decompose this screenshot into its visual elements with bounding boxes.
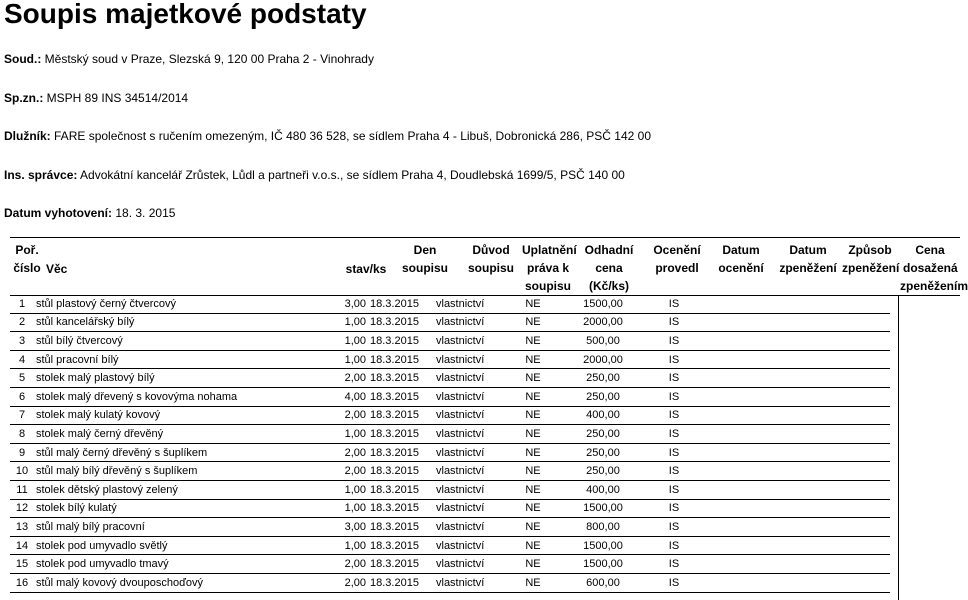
table-cell: NE	[525, 353, 541, 366]
table-cell: vlastnictví	[436, 390, 485, 403]
header-claim: Uplatnění práva k soupisu	[522, 243, 577, 293]
header-price: Odhadní cena (Kč/ks)	[584, 243, 634, 293]
table-cell: NE	[525, 483, 541, 496]
table-cell: stůl malý černý dřevěný s šuplíkem	[36, 446, 208, 459]
table-cell: NE	[525, 427, 541, 440]
table-cell: 1500,00	[583, 539, 623, 552]
table-cell: 400,00	[586, 409, 620, 422]
table-cell: vlastnictví	[436, 427, 485, 440]
table-cell-empty	[828, 443, 890, 462]
table-cell: 2,00	[344, 465, 366, 478]
table-cell-empty	[828, 350, 890, 369]
table-cell: 18.3.2015	[370, 520, 419, 533]
table-row	[10, 313, 890, 332]
file-value: MSPH 89 INS 34514/2014	[46, 91, 189, 105]
table-cell: 3,00	[344, 520, 366, 533]
table-cell: 16	[15, 576, 29, 589]
court-value: Městský soud v Praze, Slezská 9, 120 00 Praha 2 - Vinohrady	[44, 52, 374, 66]
table-row	[10, 425, 890, 444]
table-cell: IS	[668, 502, 680, 515]
table-cell-empty	[828, 406, 890, 425]
table-cell: vlastnictví	[436, 502, 485, 515]
table-cell-empty	[706, 406, 766, 425]
table-cell: NE	[525, 502, 541, 515]
debtor-line	[4, 129, 651, 143]
table-cell: IS	[668, 539, 680, 552]
table-cell: vlastnictví	[436, 316, 485, 329]
table-cell-empty	[706, 536, 766, 555]
table-cell-empty	[828, 518, 890, 537]
table-cell-empty	[706, 443, 766, 462]
table-cell-empty	[706, 369, 766, 388]
table-cell: 15	[15, 558, 29, 571]
table-cell: vlastnictví	[436, 558, 485, 571]
header-quantity: stav/ks	[345, 262, 387, 276]
date-label: Datum vyhotovení:	[4, 206, 113, 220]
table-cell: 18.3.2015	[370, 539, 419, 552]
table-cell: stolek malý plastový bílý	[36, 372, 155, 385]
table-cell: stolek malý kulatý kovový	[36, 409, 161, 422]
table-row	[10, 462, 890, 481]
table-cell-empty	[828, 332, 890, 351]
table-cell: vlastnictví	[436, 520, 485, 533]
table-cell: 250,00	[586, 446, 620, 459]
administrator-label: Ins. správce:	[4, 168, 78, 182]
administrator-value: Advokátní kancelář Zrůstek, Lůdl a partneři v.o.s., se sídlem Praha 4, Doudlebská 1699/5, PSČ 140 00	[80, 168, 625, 182]
table-cell-empty	[766, 555, 828, 574]
table-row	[10, 295, 890, 313]
table-cell: 1	[18, 297, 26, 310]
table-cell: 18.3.2015	[370, 576, 419, 589]
table-cell: stůl malý bílý pracovní	[36, 520, 145, 533]
table-cell: NE	[525, 390, 541, 403]
table-cell: 18.3.2015	[370, 297, 419, 310]
table-cell: 250,00	[586, 372, 620, 385]
administrator-line	[4, 168, 625, 182]
table-cell-empty	[828, 313, 890, 332]
table-cell: stůl kancelářský bílý	[36, 316, 135, 329]
table-cell: 4,00	[344, 390, 366, 403]
table-row	[10, 555, 890, 574]
table-cell-empty	[828, 499, 890, 518]
table-cell-empty	[706, 332, 766, 351]
table-cell: 6	[18, 390, 26, 403]
table-cell: 18.3.2015	[370, 558, 419, 571]
table-cell: NE	[525, 334, 541, 347]
table-cell: 2000,00	[583, 353, 623, 366]
table-row	[10, 369, 890, 388]
table-cell-empty	[766, 480, 828, 499]
header-item: Věc	[46, 262, 68, 276]
table-cell: 18.3.2015	[370, 427, 419, 440]
table-cell: 250,00	[586, 427, 620, 440]
table-cell-empty	[766, 518, 828, 537]
table-row	[10, 573, 890, 592]
table-cell: 2,00	[344, 558, 366, 571]
table-cell-empty	[706, 313, 766, 332]
date-value: 18. 3. 2015	[115, 206, 176, 220]
table-cell: vlastnictví	[436, 465, 485, 478]
table-cell-empty	[706, 518, 766, 537]
table-cell-empty	[706, 387, 766, 406]
table-cell: vlastnictví	[436, 446, 485, 459]
table-cell: IS	[668, 576, 680, 589]
table-row	[10, 499, 890, 518]
table-cell: 12	[15, 502, 29, 515]
table-cell: vlastnictví	[436, 409, 485, 422]
table-row	[10, 480, 890, 499]
table-cell: 18.3.2015	[370, 390, 419, 403]
header-date: Den soupisu	[401, 243, 448, 275]
table-cell: 1,00	[344, 427, 366, 440]
table-cell: 18.3.2015	[370, 372, 419, 385]
table-cell-empty	[706, 555, 766, 574]
table-cell: 18.3.2015	[370, 334, 419, 347]
table-cell-empty	[766, 499, 828, 518]
table-cell: stolek pod umyvadlo tmavý	[36, 558, 169, 571]
table-cell: stůl malý kovový dvouposchoďový	[36, 576, 203, 589]
table-cell-empty	[828, 295, 890, 313]
table-cell-empty	[766, 313, 828, 332]
table-cell: 1500,00	[583, 297, 623, 310]
table-cell: 2000,00	[583, 316, 623, 329]
table-cell-empty	[766, 462, 828, 481]
table-cell: 800,00	[586, 520, 620, 533]
table-cell: stolek dětský plastový zelený	[36, 483, 178, 496]
table-cell: IS	[668, 446, 680, 459]
debtor-value: FARE společnost s ručením omezeným, IČ 480 36 528, se sídlem Praha 4 - Libuš, Dobronická 286, PSČ 142 00	[54, 129, 651, 143]
table-cell-empty	[766, 573, 828, 592]
table-cell: 2,00	[344, 446, 366, 459]
table-cell: 2,00	[344, 576, 366, 589]
table-cell: vlastnictví	[436, 297, 485, 310]
table-cell: 18.3.2015	[370, 465, 419, 478]
table-cell-empty	[766, 295, 828, 313]
court-label: Soud.:	[4, 52, 42, 66]
table-cell-empty	[828, 536, 890, 555]
header-evaluator: Ocenění provedl	[653, 243, 701, 275]
table-cell: 18.3.2015	[370, 316, 419, 329]
table-cell-empty	[766, 443, 828, 462]
table-cell: 1500,00	[583, 502, 623, 515]
table-row	[10, 332, 890, 351]
table-cell: stůl bílý čtvercový	[36, 334, 123, 347]
header-liquidation-date: Datum zpeněžení	[779, 243, 837, 275]
table-cell: 3	[18, 334, 26, 347]
header-order: Poř. číslo	[13, 243, 41, 275]
table-cell: 18.3.2015	[370, 483, 419, 496]
table-cell: stolek pod umyvadlo světlý	[36, 539, 168, 552]
table-cell: vlastnictví	[436, 353, 485, 366]
table-row	[10, 536, 890, 555]
table-cell: IS	[668, 409, 680, 422]
table-cell: 1,00	[344, 483, 366, 496]
header-evaluation-date: Datum ocenění	[718, 243, 764, 275]
table-cell: 1,00	[344, 316, 366, 329]
table-cell: 7	[18, 409, 26, 422]
table-cell: NE	[525, 409, 541, 422]
table-cell: 3,00	[344, 297, 366, 310]
table-cell: 4	[18, 353, 26, 366]
table-cell: IS	[668, 427, 680, 440]
table-cell: 2	[18, 316, 26, 329]
table-cell: IS	[668, 465, 680, 478]
table-row	[10, 350, 890, 369]
table-cell: 1,00	[344, 502, 366, 515]
table-cell-empty	[766, 387, 828, 406]
header-liquidation-price: Cena dosažená zpeněžením	[900, 243, 968, 293]
table-cell: stůl pracovní bílý	[36, 353, 119, 366]
asset-table	[10, 295, 890, 593]
table-cell-empty	[828, 555, 890, 574]
table-cell: NE	[525, 465, 541, 478]
table-cell: 5	[18, 372, 26, 385]
table-cell: 1,00	[344, 539, 366, 552]
header-liquidation-method: Způsob zpeněžení	[842, 243, 900, 275]
table-cell: 13	[15, 520, 29, 533]
table-cell: 2,00	[344, 372, 366, 385]
table-cell: NE	[525, 576, 541, 589]
table-cell: 14	[15, 539, 29, 552]
table-cell: IS	[668, 334, 680, 347]
table-cell: 400,00	[586, 483, 620, 496]
table-cell-empty	[766, 536, 828, 555]
table-cell: 9	[18, 446, 26, 459]
page-title: Soupis majetkové podstaty	[4, 0, 367, 29]
table-cell: NE	[525, 539, 541, 552]
table-cell-empty	[766, 350, 828, 369]
table-cell: NE	[525, 520, 541, 533]
table-cell: 250,00	[586, 465, 620, 478]
table-cell-empty	[828, 573, 890, 592]
table-row	[10, 518, 890, 537]
table-cell-empty	[706, 425, 766, 444]
table-cell: IS	[668, 297, 680, 310]
table-cell-empty	[706, 573, 766, 592]
table-cell: 1,00	[344, 334, 366, 347]
table-cell: vlastnictví	[436, 576, 485, 589]
table-cell: IS	[668, 483, 680, 496]
table-cell: NE	[525, 372, 541, 385]
table-cell-empty	[828, 387, 890, 406]
table-cell-empty	[828, 462, 890, 481]
table-cell: 10	[15, 465, 29, 478]
table-cell-empty	[828, 480, 890, 499]
table-cell-empty	[706, 499, 766, 518]
table-cell-empty	[706, 295, 766, 313]
table-cell-empty	[828, 425, 890, 444]
table-cell: vlastnictví	[436, 539, 485, 552]
table-row	[10, 387, 890, 406]
file-line	[4, 91, 188, 105]
court-line	[4, 52, 374, 66]
table-cell: NE	[525, 316, 541, 329]
table-cell: IS	[668, 372, 680, 385]
table-cell: 1500,00	[583, 558, 623, 571]
table-cell: 18.3.2015	[370, 502, 419, 515]
table-cell-empty	[766, 406, 828, 425]
table-cell-empty	[706, 480, 766, 499]
date-line	[4, 206, 175, 220]
table-row	[10, 406, 890, 425]
table-cell: vlastnictví	[436, 372, 485, 385]
table-cell: NE	[525, 558, 541, 571]
table-cell: IS	[668, 390, 680, 403]
table-cell: 1,00	[344, 353, 366, 366]
table-cell-empty	[766, 332, 828, 351]
table-cell-empty	[706, 462, 766, 481]
column-divider	[898, 295, 899, 600]
table-cell: stůl plastový černý čtvercový	[36, 297, 176, 310]
table-cell-empty	[766, 425, 828, 444]
table-cell: NE	[525, 446, 541, 459]
table-cell: vlastnictví	[436, 334, 485, 347]
table-cell: 18.3.2015	[370, 353, 419, 366]
table-cell: stolek malý dřevený s kovovýma nohama	[36, 390, 238, 403]
header-reason: Důvod soupisu	[467, 243, 514, 275]
table-cell: stolek malý černý dřevěný	[36, 427, 164, 440]
table-cell: IS	[668, 316, 680, 329]
file-label: Sp.zn.:	[4, 91, 44, 105]
table-cell: 18.3.2015	[370, 446, 419, 459]
table-cell: 18.3.2015	[370, 409, 419, 422]
table-row	[10, 443, 890, 462]
table-cell: 500,00	[586, 334, 620, 347]
table-cell: vlastnictví	[436, 483, 485, 496]
table-cell: IS	[668, 558, 680, 571]
table-cell-empty	[766, 369, 828, 388]
table-cell: NE	[525, 297, 541, 310]
table-cell: stůl malý bílý dřevěný s šuplíkem	[36, 465, 198, 478]
table-cell: 600,00	[586, 576, 620, 589]
debtor-label: Dlužník:	[4, 129, 51, 143]
table-cell: 11	[16, 483, 28, 496]
table-cell: 2,00	[344, 409, 366, 422]
table-cell: 250,00	[586, 390, 620, 403]
table-cell: IS	[668, 520, 680, 533]
table-cell: 8	[18, 427, 26, 440]
table-cell: IS	[668, 353, 680, 366]
table-cell: stolek bílý kulatý	[36, 502, 117, 515]
table-cell-empty	[706, 350, 766, 369]
table-cell-empty	[828, 369, 890, 388]
